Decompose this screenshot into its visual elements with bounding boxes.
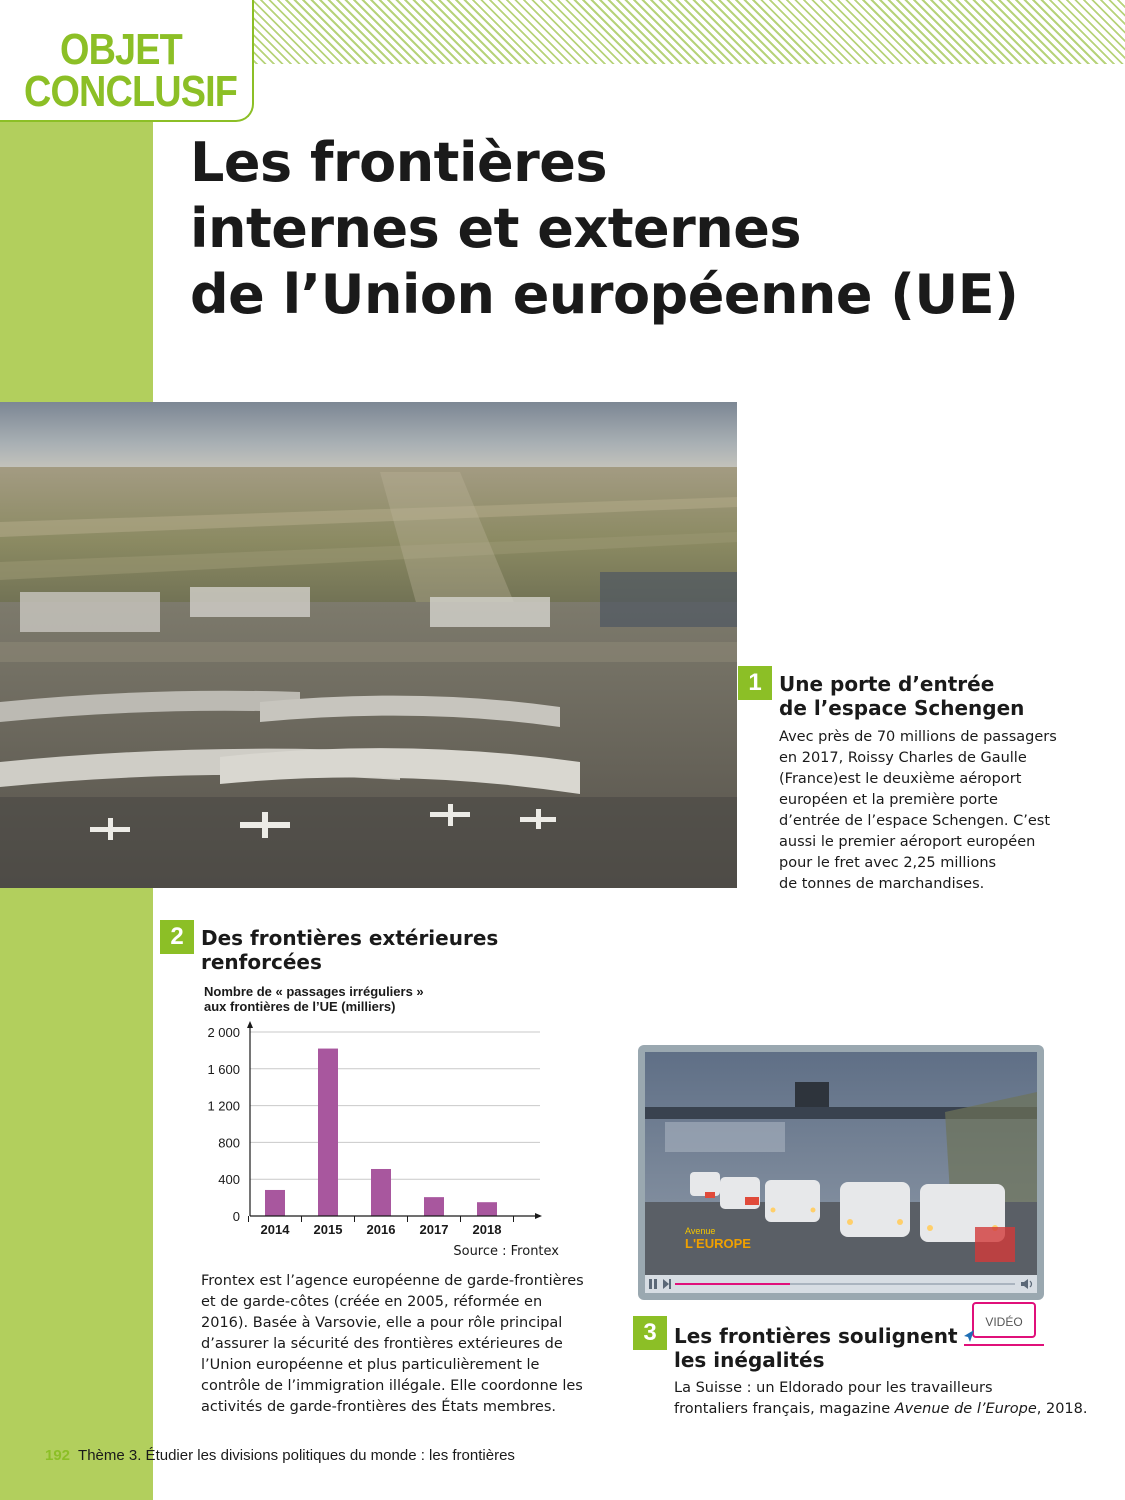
- page-title: [190, 130, 1090, 328]
- objet-conclusif-badge: [0, 0, 254, 122]
- y-tick-label: 800: [218, 1135, 240, 1151]
- bar-2015: [318, 1049, 338, 1216]
- y-axis-arrow: [247, 1021, 253, 1028]
- airport-aerial-photo: [0, 402, 737, 888]
- doc-1-text-line: (France)est le deuxième aéroport: [779, 771, 1022, 787]
- x-axis-arrow: [535, 1213, 542, 1219]
- doc-2-text-line: et de garde-côtes (créée en 2005, réformée en: [201, 1294, 543, 1310]
- y-tick-label: 1 600: [207, 1061, 240, 1077]
- doc-2-text-line: 2016). Basée à Varsovie, elle a pour rôle principal: [201, 1315, 563, 1331]
- doc-1-title: [779, 672, 1024, 720]
- video-overlay-line-2: L'EUROPE: [685, 1236, 751, 1251]
- video-progress-fill: [675, 1283, 790, 1285]
- cursor-arrow-icon: [960, 1328, 976, 1344]
- doc-1-text-line: européen et la première porte: [779, 792, 998, 808]
- x-tick-label: 2015: [313, 1222, 343, 1237]
- doc-2-text-line: activités de garde-frontières des États membres.: [201, 1399, 556, 1415]
- doc-2-text-line: contrôle de l’immigration illégale. Elle coordonne les: [201, 1378, 583, 1394]
- doc-1-text-line: en 2017, Roissy Charles de Gaulle: [779, 750, 1027, 766]
- doc-2-text-line: l’Union européenne et plus particulièrement le: [201, 1357, 540, 1373]
- doc-3-number: 3: [633, 1316, 667, 1350]
- footer-theme-text: Thème 3. Étudier les divisions politiques du monde : les frontières: [78, 1447, 515, 1464]
- doc-1-text-line: d’entrée de l’espace Schengen. C’est: [779, 813, 1051, 829]
- video-player[interactable]: [638, 1045, 1044, 1300]
- x-tick-label: 2014: [260, 1222, 290, 1237]
- y-tick-label: 1 200: [207, 1098, 240, 1114]
- bar-2018: [477, 1202, 497, 1216]
- caption-text: frontaliers français, magazine: [674, 1401, 895, 1417]
- bar-2017: [424, 1197, 444, 1216]
- video-control-bar[interactable]: [645, 1275, 1037, 1293]
- pause-icon[interactable]: [649, 1279, 657, 1289]
- title-line-3: de l’Union européenne (UE): [190, 263, 1019, 326]
- page-footer: [45, 1447, 515, 1464]
- doc-3-title-line-2: les inégalités: [674, 1348, 825, 1372]
- y-tick-label: 0: [232, 1209, 240, 1224]
- doc-2-title-line-1: Des frontières extérieures: [201, 926, 499, 950]
- bar-2016: [371, 1169, 391, 1216]
- doc-2-title: [201, 926, 498, 974]
- x-tick-label: 2016: [366, 1222, 396, 1237]
- doc-1-title-line-1: Une porte d’entrée: [779, 672, 995, 696]
- doc-1-text: [779, 727, 1057, 895]
- chart-source: Source : Frontex: [453, 1244, 559, 1259]
- y-tick-label: 2 000: [207, 1025, 240, 1040]
- badge-line-2: CONCLUSIF: [24, 67, 237, 116]
- doc-2-title-line-2: renforcées: [201, 950, 322, 974]
- doc-2-text-line: d’assurer la sécurité des frontières extérieures de: [201, 1336, 563, 1352]
- doc-1-text-line: aussi le premier aéroport européen: [779, 834, 1036, 850]
- title-line-1: Les frontières: [190, 131, 607, 194]
- doc-3-title: [674, 1324, 958, 1372]
- volume-icon[interactable]: [1021, 1279, 1032, 1289]
- doc-2-text-line: Frontex est l’agence européenne de garde-frontières: [201, 1273, 584, 1289]
- decorative-stripe-band: [250, 0, 1125, 64]
- video-button[interactable]: VIDÉO: [972, 1302, 1036, 1338]
- doc-1-title-line-2: de l’espace Schengen: [779, 696, 1025, 720]
- next-icon[interactable]: [663, 1279, 671, 1289]
- doc-1-text-line: de tonnes de marchandises.: [779, 876, 985, 892]
- video-overlay-line-1: Avenue: [685, 1226, 716, 1236]
- y-tick-label: 400: [218, 1172, 240, 1188]
- doc-3-caption: [674, 1378, 1088, 1420]
- badge-line-1: OBJET: [60, 25, 182, 74]
- bar-2014: [265, 1190, 285, 1216]
- doc-3-title-line-1: Les frontières soulignent: [674, 1324, 958, 1348]
- video-thumbnail[interactable]: [645, 1052, 1037, 1293]
- chart-title-line-2: aux frontières de l’UE (milliers): [204, 999, 396, 1014]
- doc-1-text-line: Avec près de 70 millions de passagers: [779, 729, 1057, 745]
- x-tick-label: 2017: [419, 1222, 449, 1237]
- magazine-title: Avenue de l’Europe: [894, 1401, 1037, 1417]
- x-tick-label: 2018: [472, 1222, 502, 1237]
- doc-1-text-line: pour le fret avec 2,25 millions: [779, 855, 997, 871]
- title-line-2: internes et externes: [190, 197, 801, 260]
- chart-title-line-1: Nombre de « passages irréguliers »: [204, 984, 424, 999]
- doc-3-caption-line-1: La Suisse : un Eldorado pour les travailleurs: [674, 1380, 993, 1396]
- video-link-underline: [964, 1344, 1044, 1346]
- doc-1-number: 1: [738, 666, 772, 700]
- page-number: 192: [45, 1447, 71, 1464]
- doc-2-number: 2: [160, 920, 194, 954]
- caption-text-end: , 2018.: [1036, 1401, 1088, 1417]
- irregular-crossings-bar-chart: [195, 980, 555, 1242]
- doc-3-caption-line-2: [674, 1399, 1088, 1420]
- doc-2-text: [201, 1271, 584, 1418]
